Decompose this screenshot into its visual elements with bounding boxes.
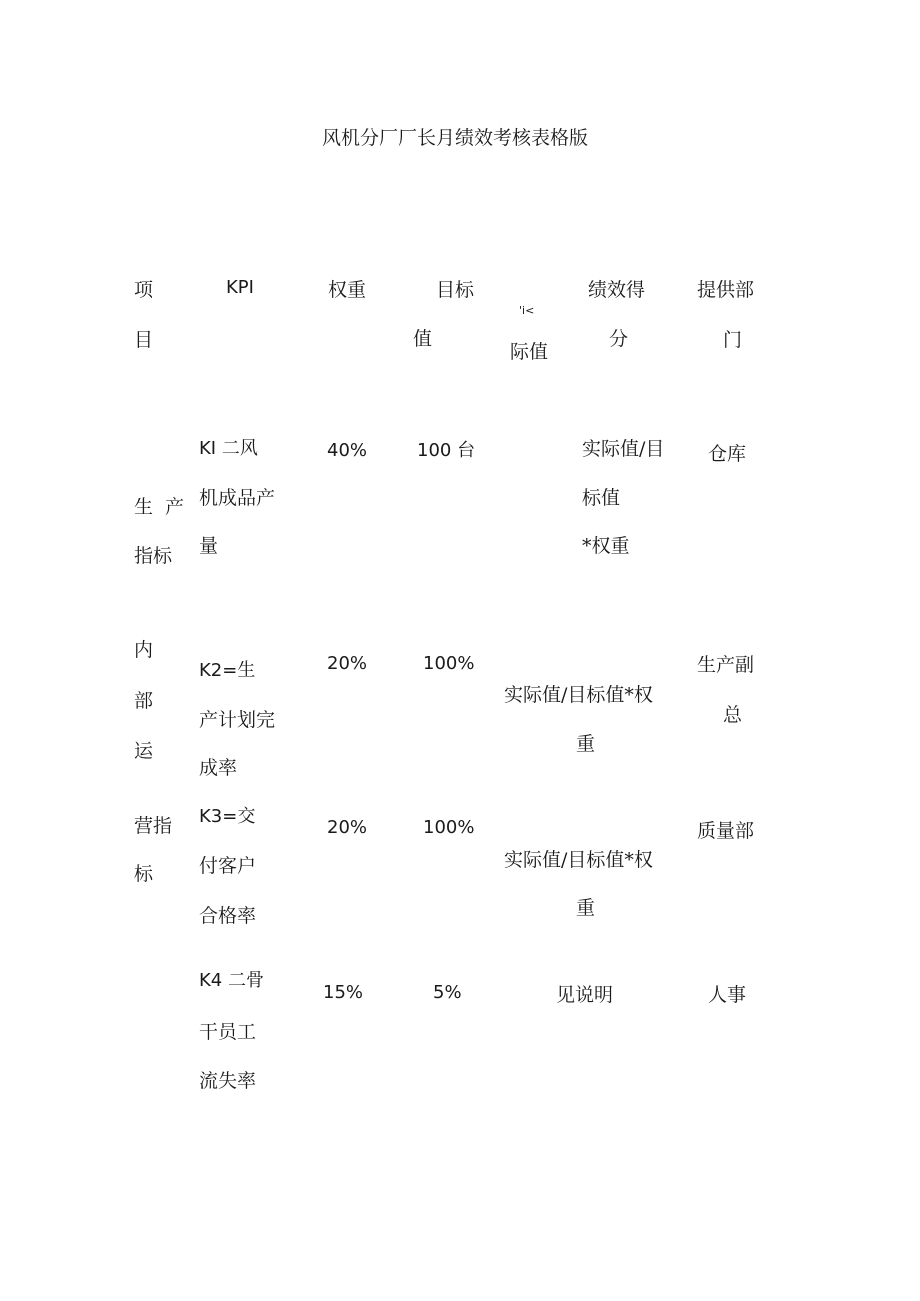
row2-target: 100% — [423, 653, 475, 674]
header-actual-line2: 际值 — [510, 341, 549, 363]
row4-dept: 人事 — [708, 984, 747, 1006]
header-score-line2: 分 — [609, 328, 629, 350]
group-internal-line1: 内 — [134, 639, 154, 661]
header-project-line2: 目 — [134, 329, 154, 351]
row1-kpi-line3: 量 — [199, 535, 219, 557]
group-production-line2: 指标 — [134, 545, 173, 567]
header-dept-line1: 提供部 — [697, 279, 755, 301]
row3-score-line1: 实际值/目标值*权 — [504, 849, 653, 871]
row1-score-line3: *权重 — [582, 535, 630, 557]
row2-kpi-line1: K2=生 — [199, 660, 256, 681]
header-target-line1: 目标 — [436, 279, 475, 301]
page-title: 风机分厂厂长月绩效考核表格版 — [322, 127, 589, 149]
row2-kpi-line2: 产计划完 — [199, 709, 276, 731]
row4-kpi-line2: 干员工 — [199, 1021, 257, 1043]
row2-weight: 20% — [327, 653, 368, 674]
row4-score: 见说明 — [556, 984, 614, 1006]
row4-kpi-line1: K4 二骨 — [199, 970, 264, 991]
header-target-line2: 值 — [413, 328, 433, 350]
row3-target: 100% — [423, 817, 475, 838]
group-production-line1: 生 产 — [134, 496, 185, 518]
header-project-line1: 项 — [134, 279, 154, 301]
row3-kpi-line1: K3=交 — [199, 806, 256, 827]
row1-dept: 仓库 — [708, 443, 747, 465]
row1-weight: 40% — [327, 440, 368, 461]
row3-score-line2: 重 — [576, 897, 596, 919]
group-internal-line5: 标 — [134, 863, 154, 885]
row3-kpi-line2: 付客户 — [199, 855, 257, 877]
row2-kpi-line3: 成率 — [199, 757, 238, 779]
header-kpi: KPI — [226, 277, 254, 298]
row2-score-line2: 重 — [576, 733, 596, 755]
row4-target: 5% — [433, 982, 462, 1003]
row3-kpi-line3: 合格率 — [199, 905, 257, 927]
header-dept-line2: 门 — [723, 329, 743, 351]
header-weight: 权重 — [328, 279, 367, 301]
group-internal-line4: 营指 — [134, 815, 173, 837]
row3-weight: 20% — [327, 817, 368, 838]
header-score-line1: 绩效得 — [588, 279, 646, 301]
row2-dept-line2: 总 — [723, 704, 743, 726]
row2-dept-line1: 生产副 — [697, 654, 755, 676]
row1-kpi-line2: 机成品产 — [199, 487, 276, 509]
row1-target: 100 台 — [417, 440, 476, 461]
row1-score-line1: 实际值/目 — [582, 438, 665, 460]
group-internal-line2: 部 — [134, 690, 154, 712]
group-internal-line3: 运 — [134, 740, 154, 762]
row2-score-line1: 实际值/目标值*权 — [504, 684, 653, 706]
row4-kpi-line3: 流失率 — [199, 1070, 257, 1092]
row3-dept: 质量部 — [697, 820, 755, 842]
header-actual-line1: 'i< — [519, 304, 535, 317]
row1-kpi-line1: KI 二风 — [199, 438, 258, 459]
row1-score-line2: 标值 — [582, 487, 621, 509]
row4-weight: 15% — [323, 982, 364, 1003]
